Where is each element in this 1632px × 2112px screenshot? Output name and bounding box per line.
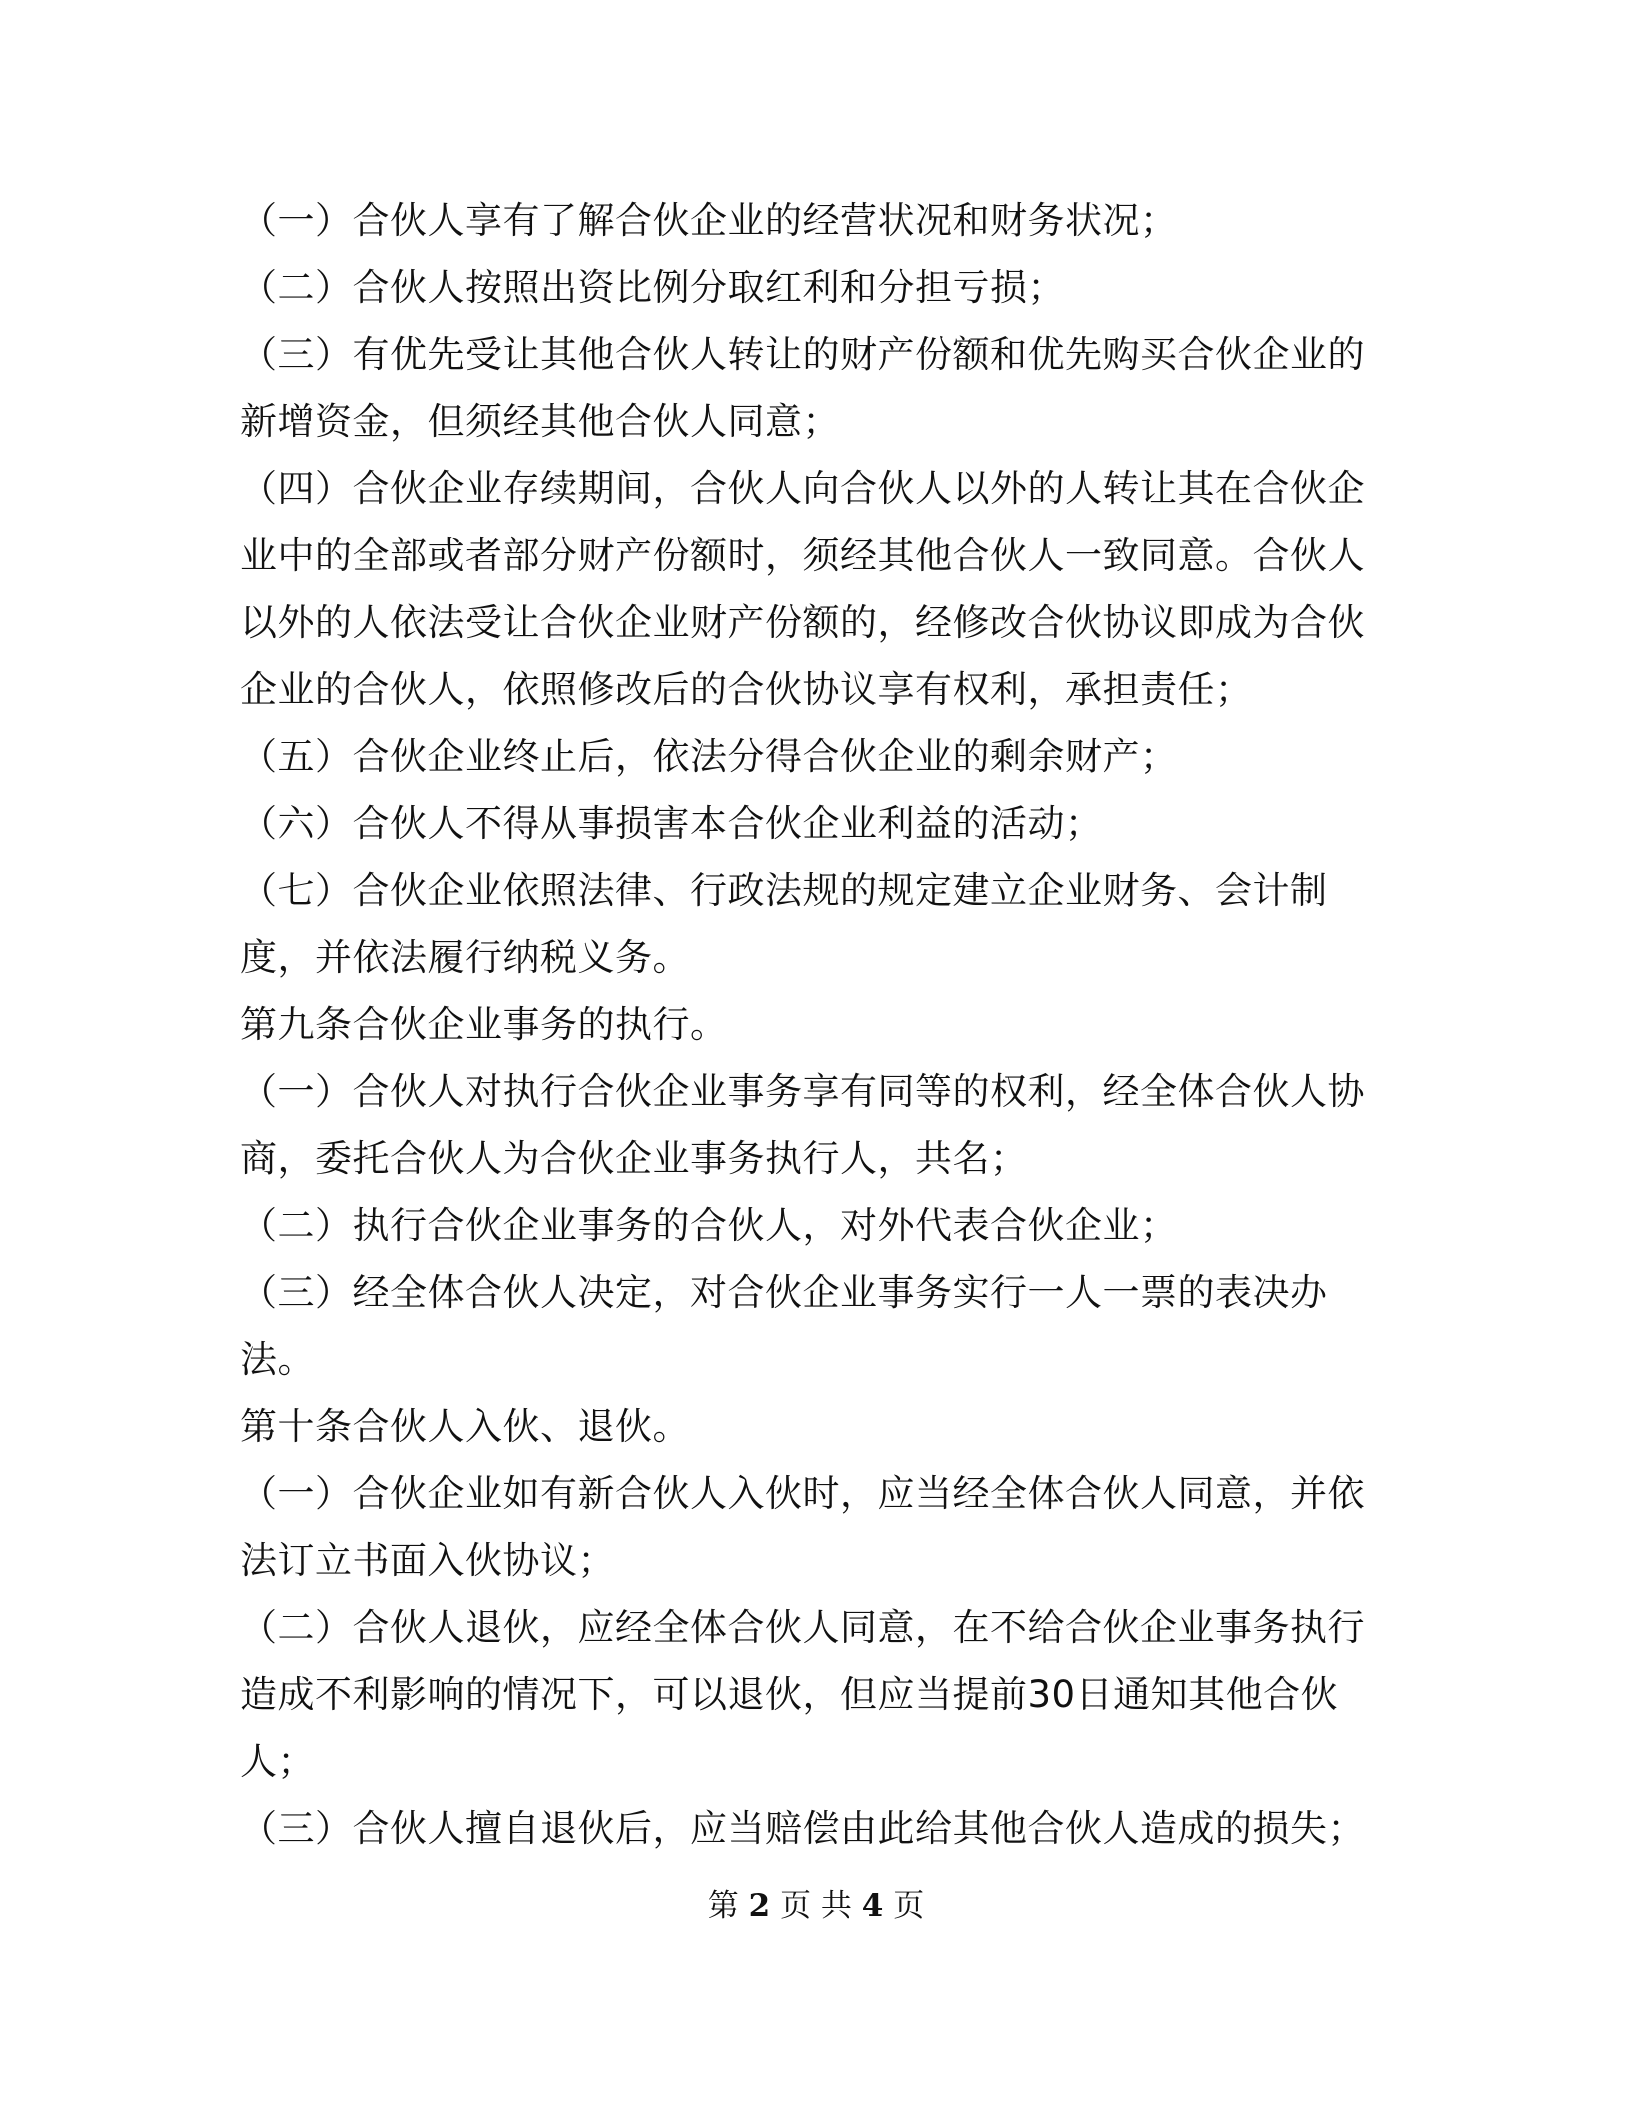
clause-10-item-3: （三）合伙人擅自退伙后，应当赔偿由此给其他合伙人造成的损失；: [240, 1807, 1365, 1850]
clause-9-item-3: （三）经全体合伙人决定，对合伙企业事务实行一人一票的表决办法。: [240, 1271, 1328, 1381]
clause-9-item-1: （一）合伙人对执行合伙企业事务享有同等的权利，经全体合伙人协商，委托合伙人为合伙企业事务执行人，共名；: [240, 1070, 1365, 1180]
clause-9-item-2: （二）执行合伙企业事务的合伙人，对外代表合伙企业；: [240, 1204, 1178, 1247]
clause-8-item-1: （一）合伙人享有了解合伙企业的经营状况和财务状况；: [240, 199, 1178, 242]
clause-9-heading: 第九条合伙企业事务的执行。: [240, 1003, 728, 1046]
footer-middle: 页 共: [780, 1888, 852, 1924]
clause-8-item-7: （七）合伙企业依照法律、行政法规的规定建立企业财务、会计制度，并依法履行纳税义务。: [240, 869, 1328, 979]
clause-8-item-5: （五）合伙企业终止后，依法分得合伙企业的剩余财产；: [240, 735, 1178, 778]
page-footer: [0, 1886, 1632, 1926]
clause-10-item-2: （二）合伙人退伙，应经全体合伙人同意，在不给合伙企业事务执行造成不利影响的情况下，可以退伙，但应当提前30日通知其他合伙人；: [240, 1606, 1365, 1783]
footer-suffix: 页: [893, 1888, 925, 1924]
current-page-number: 2: [748, 1888, 771, 1924]
clause-8-item-3: （三）有优先受让其他合伙人转让的财产份额和优先购买合伙企业的新增资金，但须经其他合伙人同意；: [240, 333, 1365, 443]
clause-8-item-4: （四）合伙企业存续期间，合伙人向合伙人以外的人转让其在合伙企业中的全部或者部分财产份额时，须经其他合伙人一致同意。合伙人以外的人依法受让合伙企业财产份额的，经修改合伙协议即成为合伙企业的合伙人，依照修改后的合伙协议享有权利，承担责任；: [240, 467, 1365, 711]
total-pages-number: 4: [861, 1888, 884, 1924]
clause-8-item-6: （六）合伙人不得从事损害本合伙企业利益的活动；: [240, 802, 1103, 845]
clause-10-item-1: （一）合伙企业如有新合伙人入伙时，应当经全体合伙人同意，并依法订立书面入伙协议；: [240, 1472, 1365, 1582]
footer-prefix: 第: [707, 1888, 739, 1924]
clause-10-heading: 第十条合伙人入伙、退伙。: [240, 1405, 690, 1448]
clause-8-item-2: （二）合伙人按照出资比例分取红利和分担亏损；: [240, 266, 1065, 309]
document-body: [240, 187, 1388, 1862]
